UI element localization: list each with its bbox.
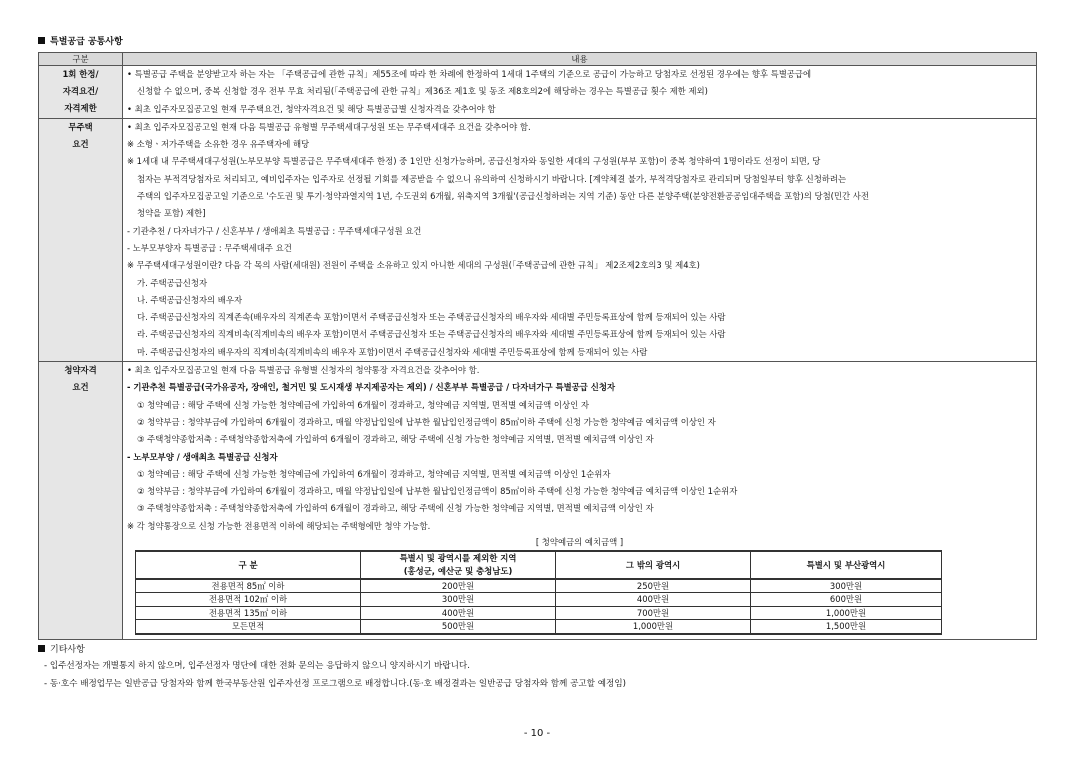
etc-line: - 동·호수 배정업무는 일반공급 당첨자와 함께 한국부동산원 입주자선정 프로그램으로 배정합니다.(동·호 배정결과는 일반공급 당첨자와 함께 공고할 예정임) bbox=[44, 679, 626, 689]
page-number: - 10 - bbox=[523, 728, 551, 739]
etc-title: 기타사항 bbox=[38, 642, 85, 655]
row-subscription-content: • 최초 입주자모집공고일 현재 다음 특별공급 유형별 신청자의 청약통장 자격요건을 갖추어야 함. - 기관추천 특별공급(국가유공자, 장애인, 철거민 및 도시재생 부지제공자는 제외) / 신혼부부 특별공급 / 다자녀가구 특별공급 신청자 ① 청약예금 : 해당 주택에 신청 가능한 청약예금에 가입하여 6개월이 경과하고, 청약예금 지역별, 면적별 예치금액 이상인 자 ② 청약부금 : 청약부금에 가입하여 6개월이 경과하고, 매월 약정납입일에 납부한 월납입인정금액이 85㎡이하 주택에 신청 가능한 청약예금 예치금액 이상인 자 ③ 주택청약종합저축 : 주택청약종합저축에 가입하여 6개월이 경과하고, 해당 주택에 신청 가능한 청약예금 지역별, 면적별 예치금액 이상인 자 - 노부모부양 / 생애최초 특별공급 신청자 ① 청약예금 : 해당 주택에 신청 가능한 청약예금에 가입하여 6개월이 경과하고, 청약예금 지역별, 면적별 예치금액 이상인 1순위자 ② 청약부금 : 청약부금에 가입하여 6개월이 경과하고, 매월 약정납입일에 납부한 월납입인정금액이 85㎡이하 주택에 신청 가능한 청약예금 예치금액 이상인 1순위자 ③ 주택청약종합저축 : 주택청약종합저축에 가입하여 6개월이 경과하고, 해당 주택에 신청 가능한 청약예금 지역별, 면적별 예치금액 이상인 자 ※ 각 청약통장으로 신청 가능한 전용면적 이하에 해당되는 주택형에만 청약 가능함. [ 청약예금의 예치금액 ] 구 분 특별시 및 광역시를 제외한 지역 (홍성군, 예산군 및 충청남도) 그 밖의 광역시 특별시 및 부산광역시 전용면적 85㎡ 이하 200만원 250만원 300만원 전용면적 102㎡ 이하 300만원 400만원 600만원 전용면적 135㎡ 이하 400만원 700만원 1,000만원 모든면적 500만원 1,000만원 1,500만원 bbox=[123, 362, 1037, 640]
table-row: 전용면적 85㎡ 이하 200만원 250만원 300만원 bbox=[136, 579, 942, 593]
row-subscription bbox=[39, 362, 1037, 640]
table-row: 모든면적 500만원 1,000만원 1,500만원 bbox=[136, 620, 942, 634]
etc-line: - 입주선정자는 개별통지 하지 않으며, 입주선정자 명단에 대한 전화 문의는 응답하지 않으니 양지하시기 바랍니다. bbox=[44, 661, 470, 671]
square-bullet-icon bbox=[38, 645, 45, 652]
deposit-table-caption: [ 청약예금의 예치금액 ] bbox=[535, 537, 624, 548]
row-limit-label: 1회 한정/ 자격요건/ 자격제한 bbox=[39, 66, 123, 119]
deposit-header-row: 구 분 특별시 및 광역시를 제외한 지역 (홍성군, 예산군 및 충청남도) 그 밖의 광역시 특별시 및 부산광역시 bbox=[136, 551, 942, 579]
row-subscription-label: 청약자격 요건 bbox=[39, 362, 123, 640]
deposit-table bbox=[135, 550, 942, 635]
header-category: 구분 bbox=[39, 53, 123, 66]
special-supply-table bbox=[38, 52, 1037, 640]
square-bullet-icon bbox=[38, 37, 45, 44]
header-content: 내용 bbox=[123, 53, 1037, 66]
row-limit-content: • 특별공급 주택을 분양받고자 하는 자는 「주택공급에 관한 규칙」제55조에 따라 한 차례에 한정하여 1세대 1주택의 기준으로 공급이 가능하고 당첨자로 선정된 경우에는 향후 특별공급에 신청할 수 없으며, 중복 신청할 경우 전부 무효 처리됨(「주택공급에 관한 규칙」제36조 제1호 및 동조 제8호의2에 해당하는 경우는 특별공급 횟수 제한 제외) • 최초 입주자모집공고일 현재 무주택요건, 청약자격요건 및 해당 특별공급별 신청자격을 갖추어야 함 bbox=[123, 66, 1037, 119]
table-row: 전용면적 102㎡ 이하 300만원 400만원 600만원 bbox=[136, 593, 942, 606]
section-title: 특별공급 공통사항 bbox=[38, 34, 123, 47]
row-homeless bbox=[39, 118, 1037, 361]
row-homeless-content: • 최초 입주자모집공고일 현재 다음 특별공급 유형별 무주택세대구성원 또는 무주택세대주 요건을 갖추어야 함. ※ 소형ㆍ저가주택을 소유한 경우 유주택자에 해당 ※ 1세대 내 무주택세대구성원(노부모부양 특별공급은 무주택세대주 한정) 중 1인만 신청가능하며, 공급신청자와 동일한 세대의 구성원(부부 포함)이 중복 청약하여 1명이라도 선정이 되면, 당 첨자는 부적격당첨자로 처리되고, 예비입주자는 입주자로 선정될 기회를 제공받을 수 없으니 유의하여 신청하시기 바랍니다. [계약체결 불가, 부적격당첨자로 관리되며 당첨일부터 향후 신청하려는 주택의 입주자모집공고일 기준으로 '수도권 및 투기·청약과열지역 1년, 수도권외 6개월, 위축지역 3개월'(공급신청하려는 지역 기준) 동안 다른 분양주택(분양전환공공임대주택을 포함)의 당첨(민간 사전 청약을 포함) 제한] - 기관추천 / 다자녀가구 / 신혼부부 / 생애최초 특별공급 : 무주택세대구성원 요건 - 노부모부양자 특별공급 : 무주택세대주 요건 ※ 무주택세대구성원이란? 다음 각 목의 사람(세대원) 전원이 주택을 소유하고 있지 아니한 세대의 구성원(「주택공급에 관한 규칙」 제2조제2호의3 및 제4호) 가. 주택공급신청자 나. 주택공급신청자의 배우자 다. 주택공급신청자의 직계존속(배우자의 직계존속 포함)이면서 주택공급신청자 또는 주택공급신청자의 배우자와 세대별 주민등록표상에 함께 등재되어 있는 사람 라. 주택공급신청자의 직계비속(직계비속의 배우자 포함)이면서 주택공급신청자 또는 주택공급신청자의 배우자와 세대별 주민등록표상에 함께 등재되어 있는 사람 마. 주택공급신청자의 배우자의 직계비속(직계비속의 배우자 포함)이면서 주택공급신청자와 세대별 주민등록표상에 함께 등재되어 있는 사람 bbox=[123, 118, 1037, 361]
row-homeless-label: 무주택 요건 bbox=[39, 118, 123, 361]
row-limit bbox=[39, 66, 1037, 119]
table-row: 전용면적 135㎡ 이하 400만원 700만원 1,000만원 bbox=[136, 606, 942, 619]
